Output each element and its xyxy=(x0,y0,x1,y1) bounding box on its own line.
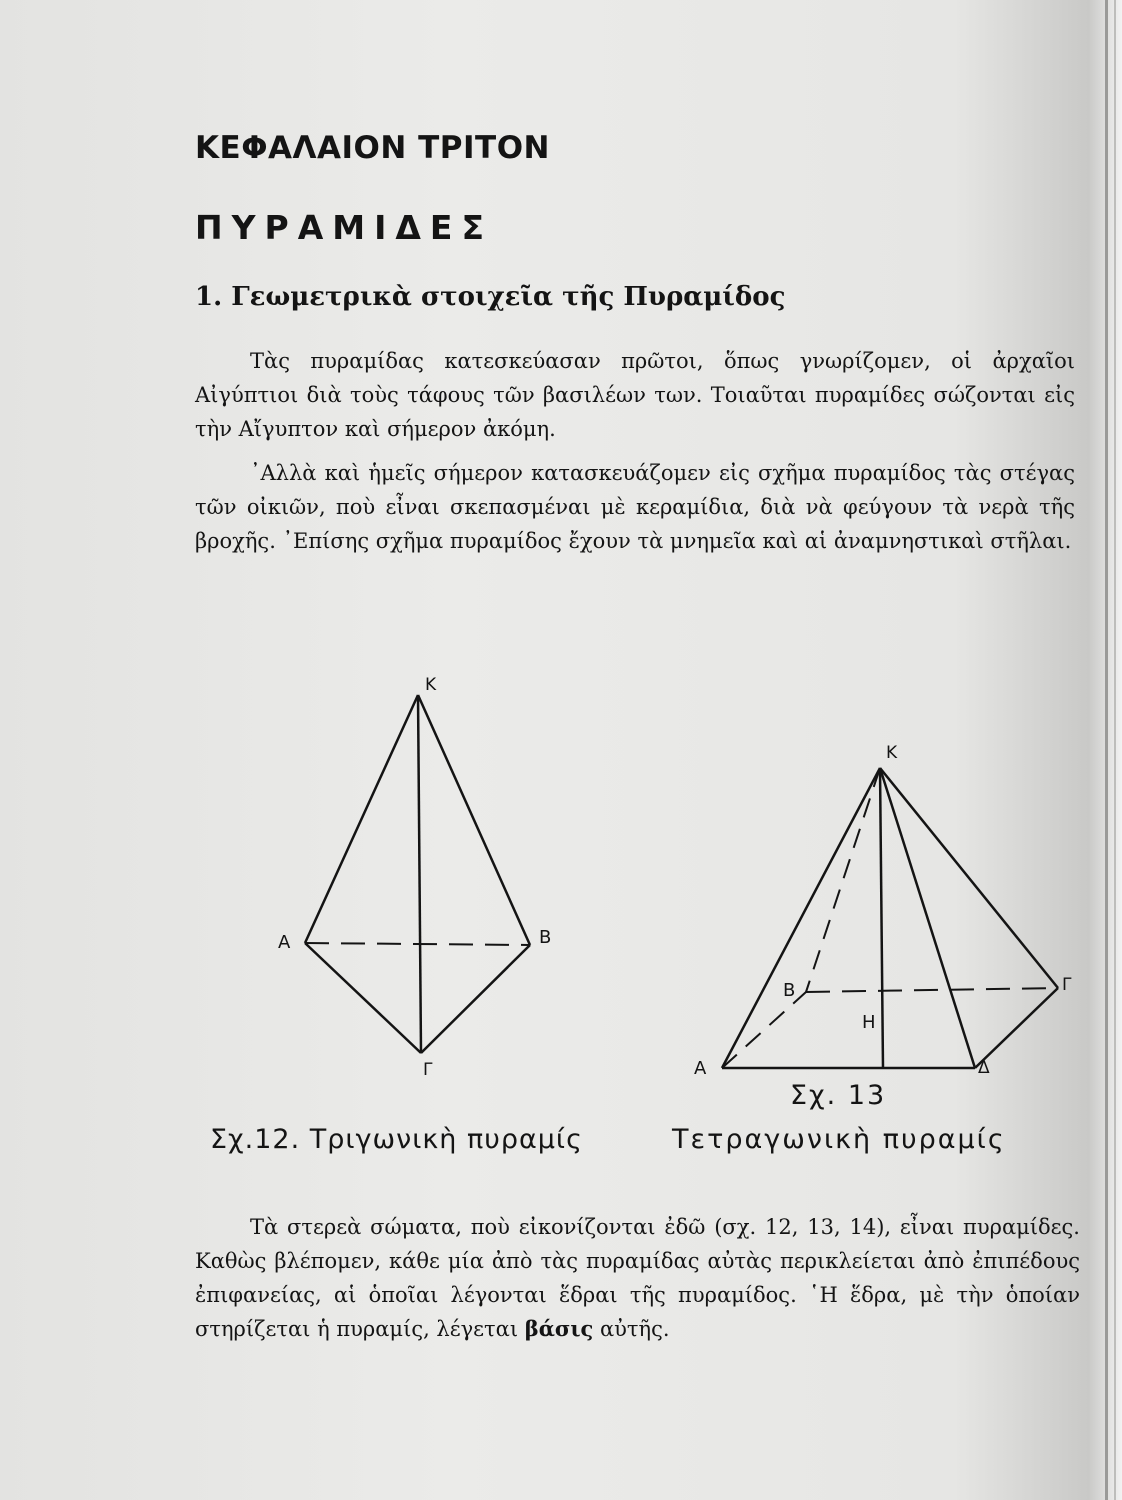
paragraph-3 xyxy=(195,1210,1080,1346)
edge-k-h xyxy=(880,768,883,1068)
fig12-label-b: Β xyxy=(539,927,552,948)
fig13-label-b: Β xyxy=(783,980,796,1001)
figure-12-triangular-pyramid xyxy=(305,695,530,1053)
edge-k-a xyxy=(305,695,418,943)
fig12-label-k: Κ xyxy=(425,675,437,695)
fig13-label-d: Δ xyxy=(978,1058,990,1078)
fig13-label-g: Γ xyxy=(1062,975,1072,995)
figure-12-caption: Σχ.12. Τριγωνικὴ πυραμίς xyxy=(210,1124,583,1155)
paragraph-2: ᾿Αλλὰ καὶ ἡμεῖς σήμερον κατασκευάζομεν εἰς σχῆμα πυραμίδος τὰς στέγας τῶν οἰκιῶν, ποὺ εἶναι σκεπασμέναι μὲ κεραμίδια, διὰ νὰ φεύγουν τὰ νερὰ τῆς βροχῆς. ᾿Επίσης σχῆμα πυραμίδος ἔχουν τὰ μνημεῖα καὶ αἱ ἀναμνηστικαὶ στῆλαι. xyxy=(195,461,1075,553)
fig12-label-a: Α xyxy=(278,932,291,953)
figure-13-number: Σχ. 13 xyxy=(790,1080,887,1111)
paragraph-1: Τὰς πυραμίδας κατεσκεύασαν πρῶτοι, ὅπως γνωρίζομεν, οἱ ἀρχαῖοι Αἰγύπτιοι διὰ τοὺς τάφους τῶν βασιλέων των. Τοιαῦται πυραμίδες σώζονται εἰς τὴν Αἴγυπτον καὶ σήμερον ἀκόμη. xyxy=(195,349,1075,441)
fig13-label-k: Κ xyxy=(886,743,898,763)
page-title: ΠΥΡΑΜΙΔΕΣ xyxy=(195,208,493,247)
edge-b-g-hidden xyxy=(806,988,1058,992)
edge-d-g xyxy=(975,988,1058,1068)
fig13-label-a: Α xyxy=(694,1058,707,1079)
edge-a-b-hidden xyxy=(722,992,806,1068)
paragraph-3-bold-term: βάσις xyxy=(524,1316,594,1341)
chapter-heading: ΚΕΦΑΛΑΙΟΝ ΤΡΙΤΟΝ xyxy=(195,130,550,166)
edge-a-b-hidden xyxy=(305,943,530,945)
fig12-label-g: Γ xyxy=(423,1060,433,1080)
edge-k-d xyxy=(880,768,975,1068)
edge-a-g xyxy=(305,943,421,1053)
fig13-label-h: Η xyxy=(862,1012,876,1033)
figure-13-square-pyramid xyxy=(722,768,1058,1068)
edge-k-b xyxy=(418,695,530,945)
edge-k-g xyxy=(880,768,1058,988)
paragraph-3-end: αὐτῆς. xyxy=(593,1317,670,1341)
edge-k-g xyxy=(418,695,421,1053)
figure-13-caption: Τετραγωνικὴ πυραμίς xyxy=(672,1124,1006,1155)
edge-b-g xyxy=(421,945,530,1053)
edge-k-b-hidden xyxy=(806,768,880,992)
edge-k-a xyxy=(722,768,880,1068)
section-heading: 1. Γεωμετρικὰ στοιχεῖα τῆς Πυραμίδος xyxy=(195,282,786,312)
paragraph-3-text: Τὰ στερεὰ σώματα, ποὺ εἰκονίζονται ἐδῶ (σχ. 12, 13, 14), εἶναι πυραμίδες. Καθὼς βλέπομεν, κάθε μία ἀπὸ τὰς πυραμίδας αὐτὰς περικλείεται ἀπὸ ἐπιπέδους ἐπιφανείας, αἱ ὁποῖαι λέγονται ἕδραι τῆς πυραμίδος. ῾Η ἕδρα, μὲ τὴν ὁποίαν στηρίζεται ἡ πυραμίς, λέγεται xyxy=(195,1215,1080,1341)
